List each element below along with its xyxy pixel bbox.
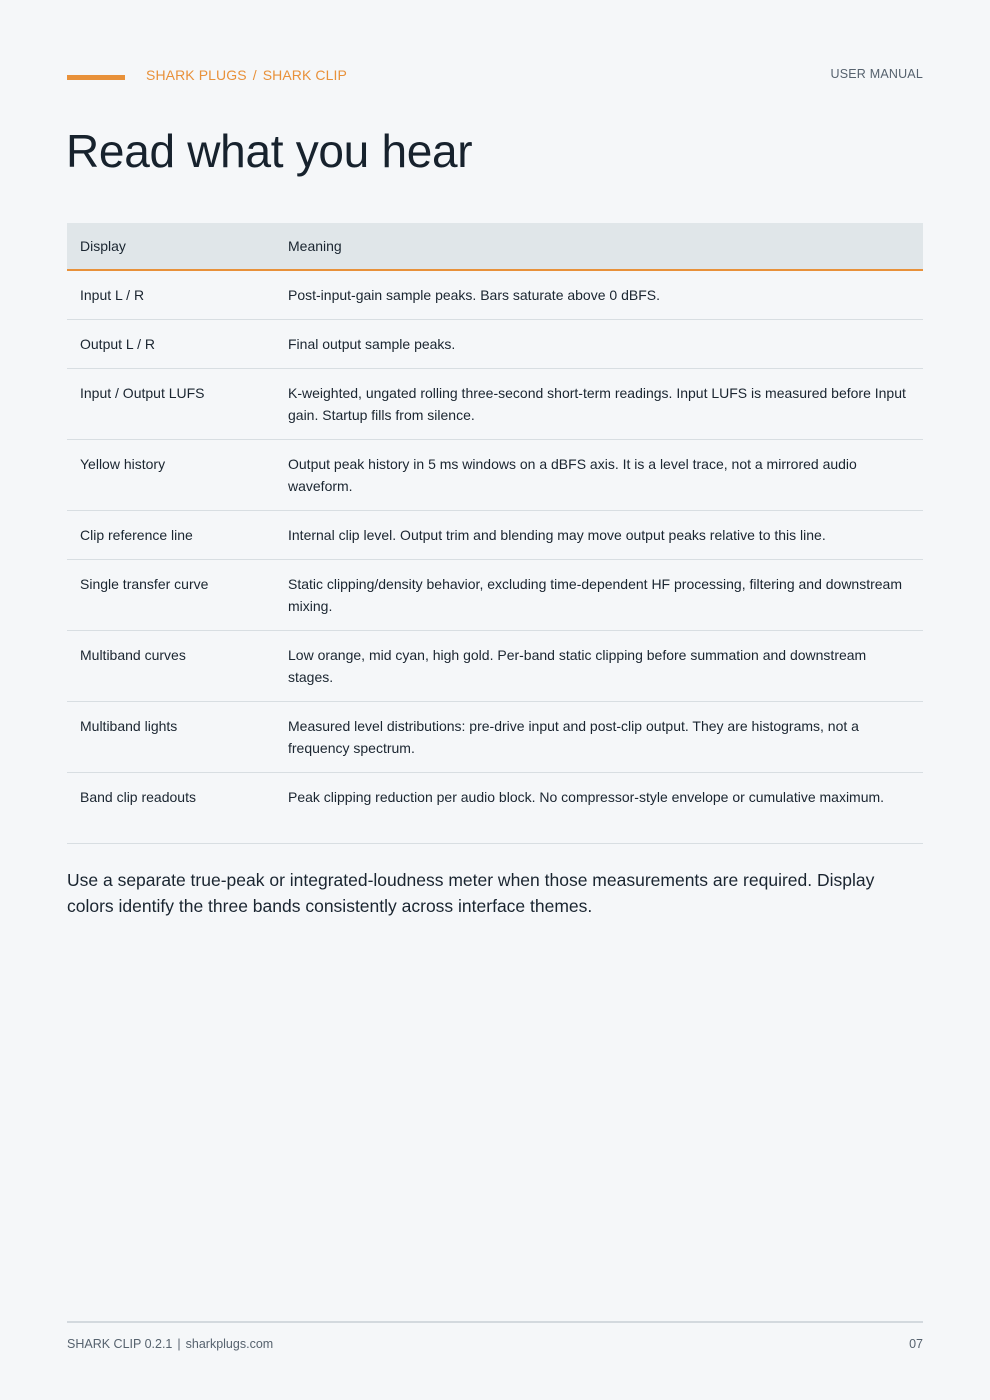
table-row xyxy=(67,369,923,440)
cell-display: Input L / R xyxy=(67,270,275,320)
page-title: Read what you hear xyxy=(66,125,473,177)
page-header xyxy=(67,66,923,86)
table-row xyxy=(67,773,923,844)
cell-meaning: K-weighted, ungated rolling three-second short-term readings. Input LUFS is measured before Input gain. Startup fills from silence. xyxy=(275,369,923,440)
footer-product-info xyxy=(67,1337,273,1351)
table-header-row xyxy=(67,223,923,270)
page-number: 07 xyxy=(909,1337,923,1351)
cell-display: Yellow history xyxy=(67,440,275,511)
breadcrumb xyxy=(146,67,347,83)
table-row xyxy=(67,270,923,320)
cell-meaning: Peak clipping reduction per audio block. No compressor-style envelope or cumulative maximum. xyxy=(275,773,923,844)
breadcrumb-separator: / xyxy=(252,67,257,83)
cell-meaning: Low orange, mid cyan, high gold. Per-band static clipping before summation and downstream stages. xyxy=(275,631,923,702)
cell-display: Input / Output LUFS xyxy=(67,369,275,440)
breadcrumb-product: SHARK CLIP xyxy=(262,67,347,83)
table-row xyxy=(67,511,923,560)
meter-reference-table xyxy=(67,223,923,844)
cell-meaning: Final output sample peaks. xyxy=(275,320,923,369)
cell-display: Multiband lights xyxy=(67,702,275,773)
cell-meaning: Post-input-gain sample peaks. Bars saturate above 0 dBFS. xyxy=(275,270,923,320)
cell-display: Clip reference line xyxy=(67,511,275,560)
cell-display: Single transfer curve xyxy=(67,560,275,631)
table-row xyxy=(67,702,923,773)
table-row xyxy=(67,560,923,631)
accent-bar xyxy=(67,75,125,80)
footer-site: sharkplugs.com xyxy=(185,1337,274,1351)
cell-meaning: Static clipping/density behavior, excluding time-dependent HF processing, filtering and downstream mixing. xyxy=(275,560,923,631)
breadcrumb-brand: SHARK PLUGS xyxy=(146,67,247,83)
column-header-display: Display xyxy=(67,223,275,270)
cell-display: Band clip readouts xyxy=(67,773,275,844)
cell-meaning: Internal clip level. Output trim and blending may move output peaks relative to this line. xyxy=(275,511,923,560)
column-header-meaning: Meaning xyxy=(275,223,923,270)
footer-product: SHARK CLIP 0.2.1 xyxy=(67,1337,173,1351)
footer-divider xyxy=(67,1321,923,1323)
doc-type-label: USER MANUAL xyxy=(830,67,923,81)
table-row xyxy=(67,440,923,511)
cell-display: Output L / R xyxy=(67,320,275,369)
cell-meaning: Measured level distributions: pre-drive input and post-clip output. They are histograms, not a frequency spectrum. xyxy=(275,702,923,773)
table-body xyxy=(67,270,923,844)
table-row xyxy=(67,631,923,702)
table-row xyxy=(67,320,923,369)
cell-meaning: Output peak history in 5 ms windows on a dBFS axis. It is a level trace, not a mirrored audio waveform. xyxy=(275,440,923,511)
usage-note: Use a separate true-peak or integrated-loudness meter when those measurements are required. Display colors identify the three bands consistently across interface themes. xyxy=(67,870,875,916)
cell-display: Multiband curves xyxy=(67,631,275,702)
footer-separator: | xyxy=(177,1337,181,1351)
